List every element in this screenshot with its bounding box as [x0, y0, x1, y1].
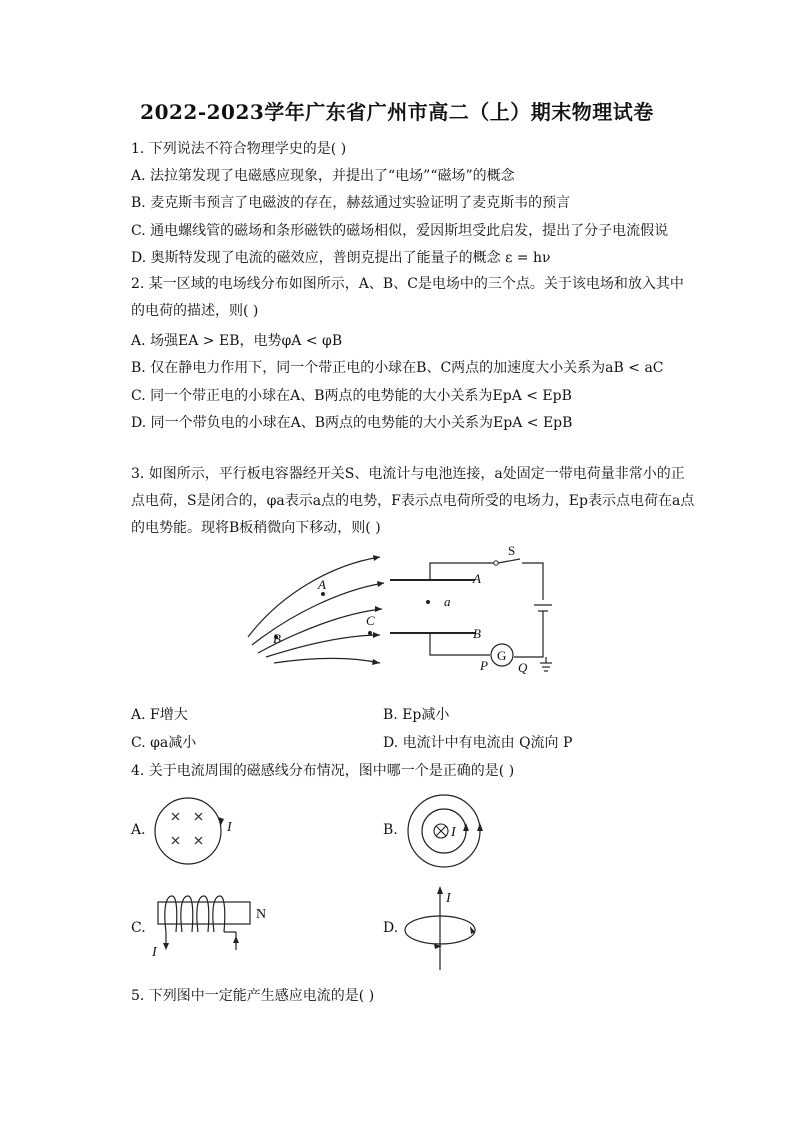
- question-2-option-b: B. 仅在静电力作用下，同一个带正电的小球在B、C两点的加速度大小关系为aB < aC: [131, 360, 664, 376]
- circuit-wire: [522, 563, 543, 600]
- question-2-stem: 2. 某一区域的电场线分布如图所示，A、B、C是电场中的三个点。关于该电场和放入其中的电荷的描述，则( ): [131, 276, 684, 319]
- field-arrow: [372, 659, 380, 665]
- switch-s: [498, 559, 520, 563]
- question-1-option-c: C. 通电螺线管的磁场和条形磁铁的磁场相似，爱因斯坦受此启发，提出了分子电流假说: [131, 223, 669, 239]
- label-current-i: I: [152, 945, 157, 960]
- label-plate-b: B: [473, 626, 481, 641]
- question-4-option-c-label: C.: [131, 920, 146, 936]
- point-c-marker: [368, 631, 372, 635]
- option-d-diagram: [400, 882, 510, 974]
- field-line: [266, 635, 380, 657]
- switch-contact: [494, 561, 498, 565]
- arrow-icon: [437, 886, 443, 894]
- label-charge-a: a: [444, 594, 451, 609]
- field-arrow: [373, 632, 380, 638]
- question-2-option-d: D. 同一个带负电的小球在A、B两点的电势能的大小关系为EpA < EpB: [131, 415, 573, 431]
- question-4-option-b-label: B.: [383, 822, 398, 838]
- question-3-option-b: B. Ep减小: [383, 707, 450, 723]
- label-current-i: I: [227, 820, 232, 835]
- question-1-option-b: B. 麦克斯韦预言了电磁波的存在，赫兹通过实验证明了麦克斯韦的预言: [131, 195, 571, 211]
- point-a-marker: [321, 592, 325, 596]
- arrow-icon: [233, 936, 239, 943]
- field-arrow: [373, 555, 380, 561]
- question-3-option-a: A. F增大: [131, 707, 188, 723]
- question-3-option-d: D. 电流计中有电流由 Q流向 P: [383, 735, 573, 751]
- question-2-option-a: A. 场强EA > EB，电势φA < φB: [131, 333, 343, 349]
- circuit-wire: [430, 563, 495, 580]
- arrow-icon: [477, 823, 483, 831]
- label-point-a: A: [318, 577, 326, 592]
- circuit-wire: [514, 611, 543, 657]
- label-point-c: C: [366, 613, 375, 628]
- label-p: P: [480, 658, 488, 673]
- question-4-option-a-label: A.: [131, 822, 146, 838]
- cross-mark: [195, 837, 202, 844]
- question-3-option-c: C. φa减小: [131, 735, 197, 751]
- cross-mark: [195, 813, 202, 820]
- field-and-circuit-figure: [240, 545, 570, 685]
- question-4-stem: 4. 关于电流周围的磁感线分布情况，图中哪一个是正确的是( ): [131, 763, 515, 779]
- label-plate-a: A: [473, 571, 481, 586]
- solenoid-core: [158, 902, 250, 924]
- label-current-i: I: [446, 891, 451, 906]
- circuit-wire: [430, 633, 490, 655]
- field-arrow: [377, 581, 384, 587]
- cross-mark: [172, 813, 179, 820]
- label-switch: S: [508, 545, 516, 558]
- arrow-icon: [463, 823, 469, 831]
- field-arrow: [375, 606, 382, 612]
- question-1-stem: 1. 下列说法不符合物理学史的是( ): [131, 141, 347, 157]
- arrow-icon: [434, 944, 442, 949]
- question-1-option-a: A. 法拉第发现了电磁感应现象，并提出了“电场”“磁场”的概念: [131, 168, 515, 184]
- question-5-stem: 5. 下列图中一定能产生感应电流的是( ): [131, 988, 375, 1004]
- question-4-option-d-label: D.: [383, 920, 399, 936]
- question-2-option-c: C. 同一个带正电的小球在A、B两点的电势能的大小关系为EpA < EpB: [131, 388, 572, 404]
- label-galvanometer: G: [497, 648, 507, 663]
- question-3-stem: 3. 如图所示，平行板电容器经开关S、电流计与电池连接，a处固定一带电荷量非常小的正点电荷，S是闭合的，φa表示a点的电势，F表示点电荷所受的电场力，Ep表示点电荷在a点的电势能。现将B板稍微向下移动，则( ): [131, 466, 695, 536]
- question-1-option-d: D. 奥斯特发现了电流的磁效应，普朗克提出了能量子的概念 ε = hν: [131, 250, 551, 266]
- field-line: [274, 659, 380, 664]
- label-current-i: I: [451, 825, 456, 840]
- label-north-pole: N: [256, 907, 267, 922]
- option-a-diagram: [150, 795, 250, 867]
- field-line: [248, 557, 380, 637]
- cross-mark: [172, 837, 179, 844]
- option-c-diagram: [148, 888, 278, 960]
- arrow-icon: [163, 943, 169, 950]
- option-b-diagram: [400, 793, 500, 869]
- label-point-b: B: [273, 631, 281, 646]
- charge-a-marker: [426, 600, 430, 604]
- page-title: 2022-2023学年广东省广州市高二（上）期末物理试卷: [140, 100, 654, 124]
- label-q: Q: [518, 660, 528, 675]
